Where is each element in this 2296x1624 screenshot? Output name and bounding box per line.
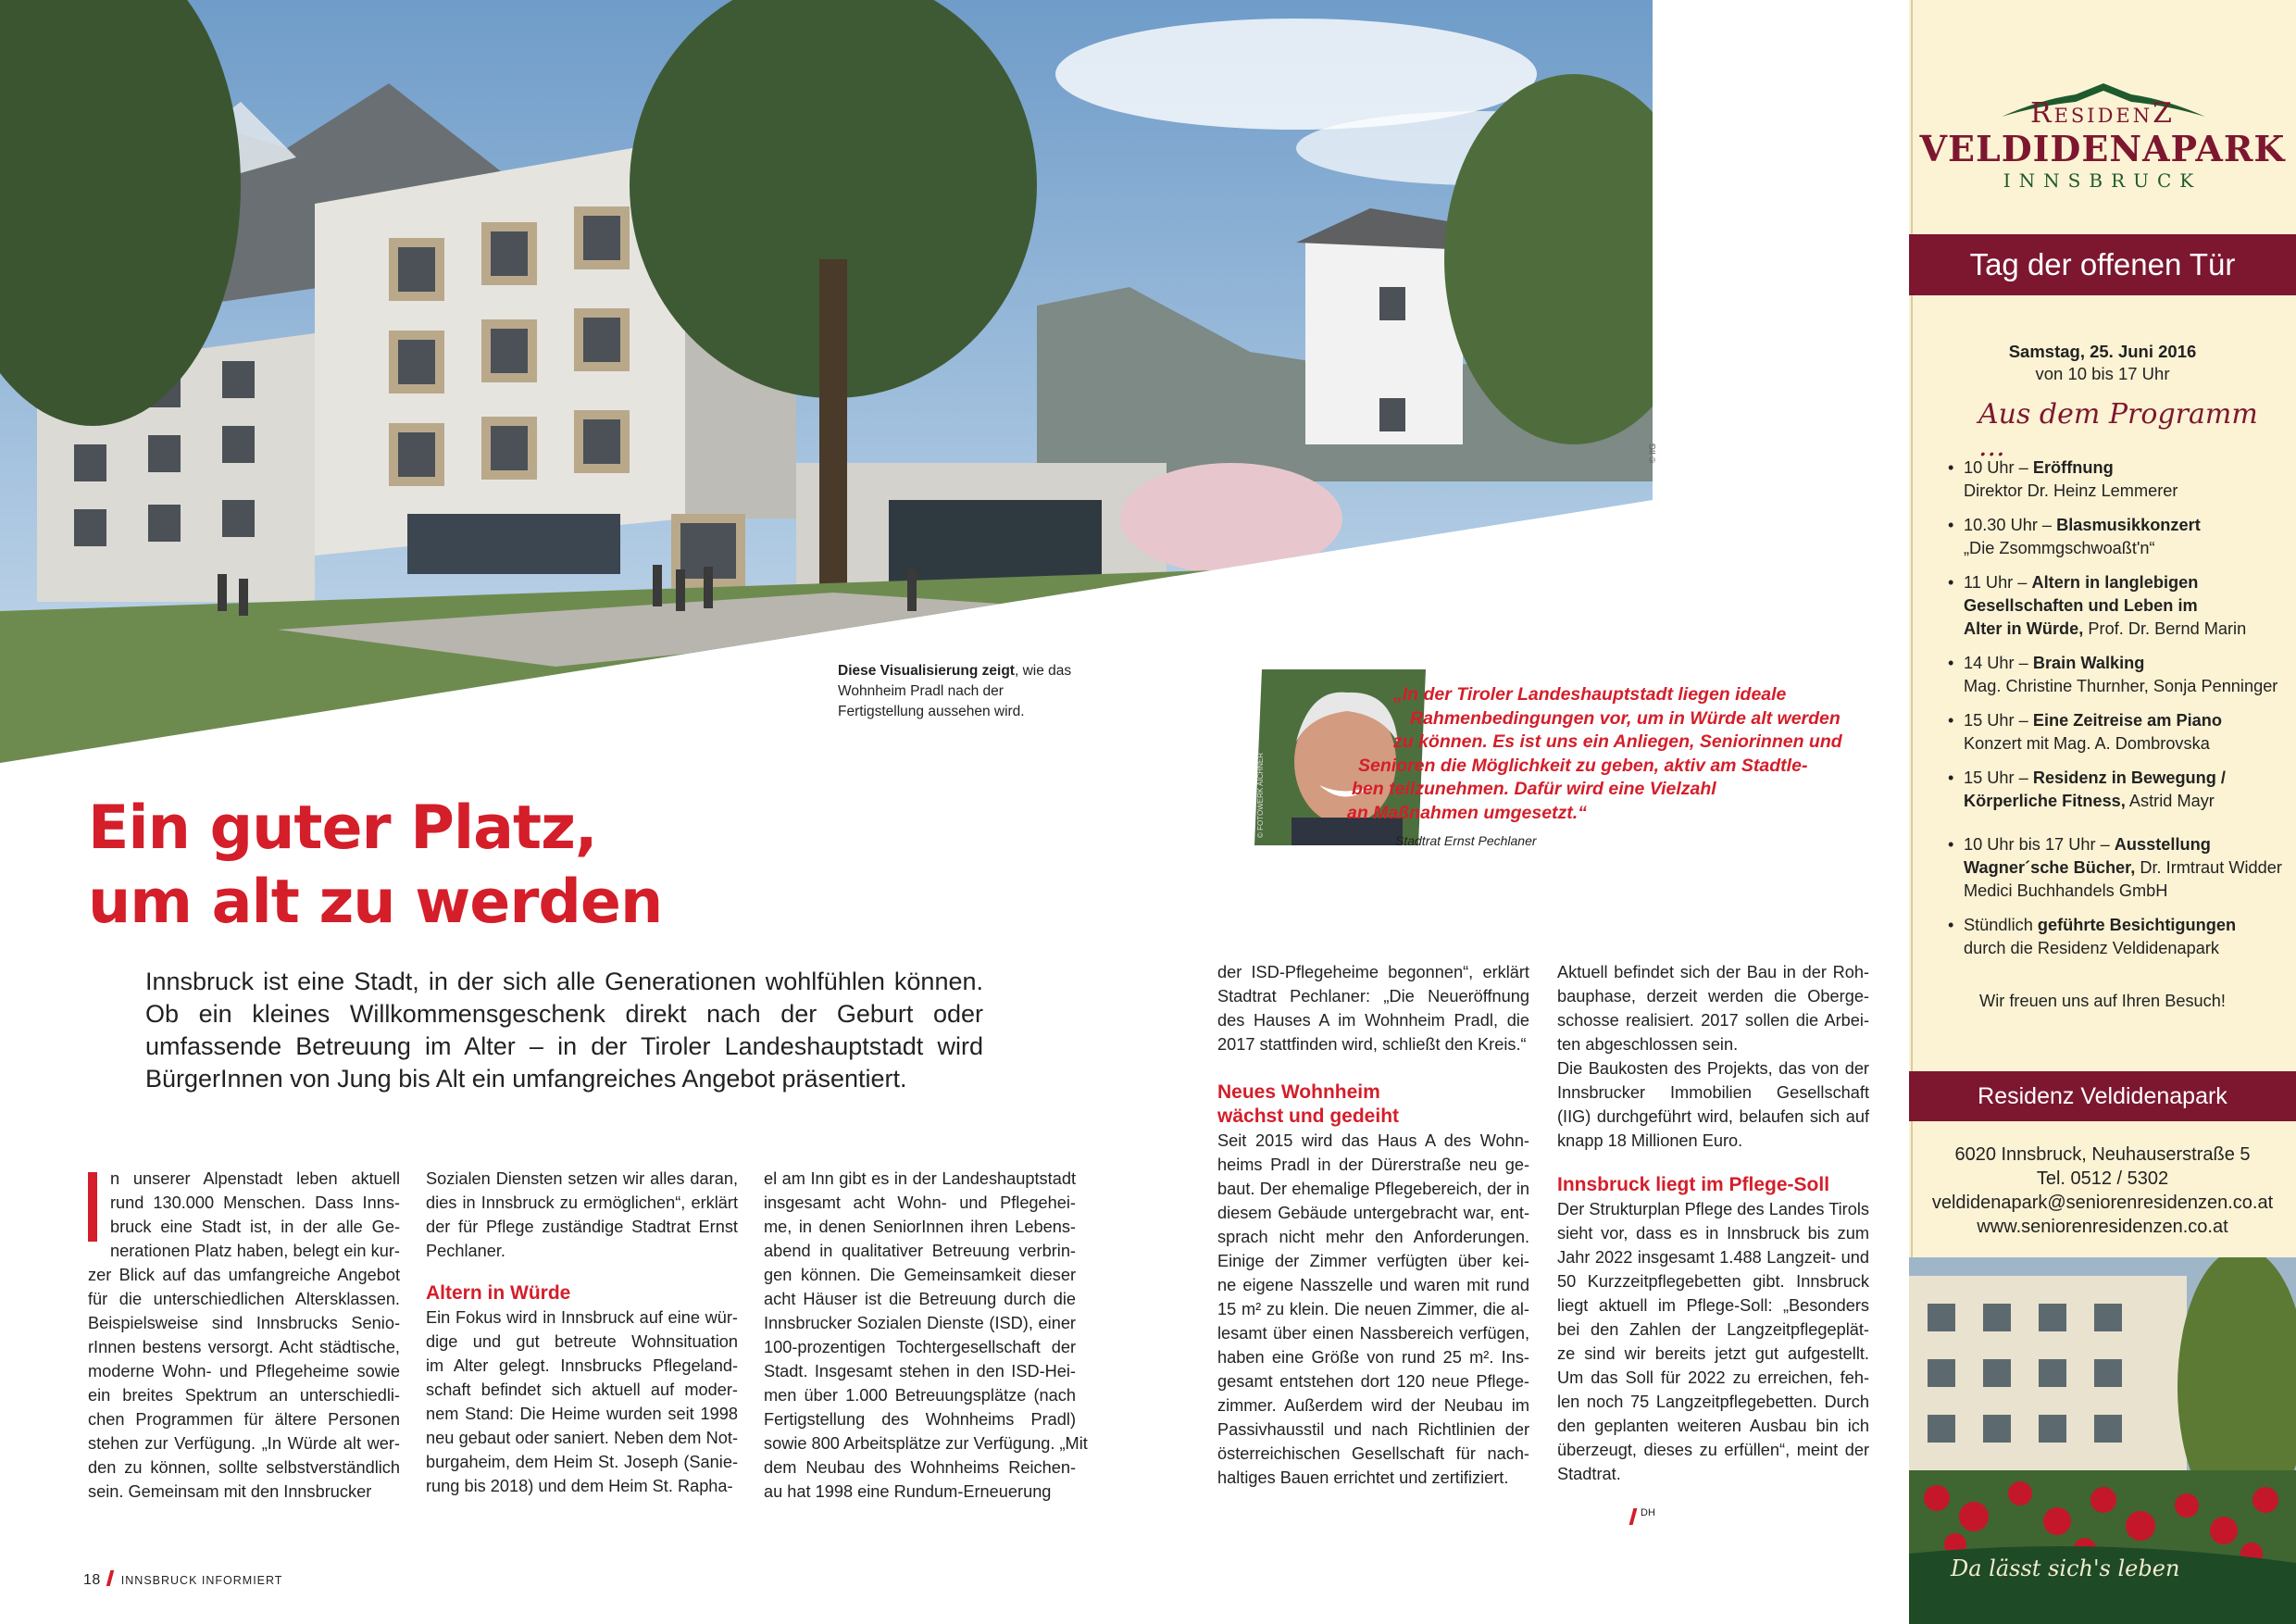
- item-line: [1964, 618, 2290, 641]
- text-line: Beispielsweise sind Innsbrucks Senio-: [88, 1314, 400, 1332]
- item-line: [1964, 456, 2290, 480]
- item-time: 15 Uhr –: [1964, 711, 2033, 730]
- contact-banner: Residenz Veldidenapark: [1909, 1071, 2296, 1121]
- lead-paragraph: Innsbruck ist eine Stadt, in der sich alle Generationen wohlfühlen können. Ob ein kleines Willkommensgeschenk direkt nach der Geburt oder umfassende Betreuung im Alter – in der Tiroler Landeshauptstadt wird BürgerInnen von Jung bis Alt ein umfangreiches Angebot präsentiert.: [145, 968, 983, 1093]
- item-line: [1964, 833, 2290, 856]
- article-column-5: [1557, 960, 1869, 1518]
- text-line: Passivhausstil und nach Richtlinien der: [1217, 1420, 1529, 1439]
- text-line: stehen zur Verfügung. „In Würde alt wer-: [88, 1434, 400, 1453]
- item-title: Brain Walking: [2032, 654, 2145, 672]
- subheading-pflege-soll: Innsbruck liegt im Pflege-Soll: [1557, 1174, 1830, 1195]
- text-line: schaft befindet sich aktuell auf moder-: [426, 1380, 738, 1399]
- text-line: knapp 18 Millionen Euro.: [1557, 1131, 1743, 1150]
- text-line: Sozialen Diensten setzen wir alles daran,: [426, 1169, 738, 1188]
- quote-line: an Maßnahmen umgesetzt.“: [1347, 802, 1587, 823]
- text-line: haltiges Bauen errichtet und zertifiziert.: [1217, 1468, 1509, 1487]
- text-line: zimmer. Außerdem wird der Neubau im: [1217, 1396, 1529, 1415]
- item-title: Körperliche Fitness,: [1964, 792, 2126, 810]
- program-item: [1948, 914, 2290, 960]
- program-item: [1948, 767, 2290, 813]
- item-line: [1964, 514, 2290, 537]
- text-line: ze sind wir bereits jetzt gut aufgestellt.: [1557, 1344, 1869, 1363]
- text-line: moderne Wohn- und Pflegeheime sowie: [88, 1362, 400, 1380]
- text-line: bei den Zahlen der Langzeitpflegeplät-: [1557, 1320, 1869, 1339]
- item-time: 10 Uhr –: [1964, 458, 2033, 477]
- program-item: [1948, 652, 2290, 698]
- text-line: nerationen Platz haben, belegt ein kur-: [110, 1242, 400, 1260]
- text-line: ten abgeschlossen sein.: [1557, 1035, 1739, 1054]
- text-line: sprach nicht mehr den Anforderungen.: [1217, 1228, 1529, 1246]
- drop-cap-bar: [88, 1172, 97, 1242]
- event-date: [1909, 341, 2296, 385]
- contact-details: [1909, 1143, 2296, 1239]
- text-line: für die unterschiedlichen Altersklassen.: [88, 1290, 400, 1308]
- text-line: Seit 2015 wird das Haus A des Wohn-: [1217, 1131, 1529, 1150]
- article-column-3: [764, 1167, 1088, 1504]
- page-footer: [83, 1570, 282, 1589]
- subheading-line: Neues Wohnheim: [1217, 1081, 1380, 1103]
- col1-lines: [88, 1167, 400, 1504]
- text-line: Einige der Zimmer verfügten über kei-: [1217, 1252, 1529, 1270]
- item-detail: Direktor Dr. Heinz Lemmerer: [1964, 481, 2178, 500]
- quote-line: Rahmenbedingungen vor, um in Würde alt werden: [1410, 707, 1841, 729]
- text-line: liegt aktuell im Pflege-Soll: „Besonders: [1557, 1296, 1869, 1315]
- text-line: österreichischen Gesellschaft für nach-: [1217, 1444, 1529, 1463]
- item-title: Ausstellung: [2114, 835, 2211, 854]
- end-signature: [1631, 1501, 1655, 1530]
- text-line: rund 130.000 Menschen. Dass Inns-: [110, 1193, 400, 1212]
- text-line: men über 1.000 Betreuungsplätze (nach: [764, 1386, 1076, 1405]
- portrait-credit: © FOTOWERK AICHNER: [1256, 753, 1265, 838]
- text-line: rung bis 2018) und dem Heim St. Rapha-: [426, 1477, 733, 1495]
- text-line: Pechlaner.: [426, 1242, 505, 1260]
- text-line: el am Inn gibt es in der Landeshauptstadt: [764, 1169, 1076, 1188]
- email-link[interactable]: veldidenapark@seniorenresidenzen.co.at: [1931, 1193, 2274, 1213]
- item-detail: „Die Zsommgschwoaßt'n“: [1964, 539, 2155, 557]
- text-line: gen können. Die Gemeinsamkeit dieser: [764, 1266, 1076, 1284]
- text-line: der ISD-Pflegeheime begonnen“, erklärt: [1217, 963, 1529, 981]
- text-line: sieht vor, dass es in Innsbruck bis zum: [1557, 1224, 1869, 1243]
- ad-slogan: Da lässt sich's leben: [1951, 1555, 2180, 1581]
- item-line: [1964, 790, 2290, 813]
- item-title: Alter in Würde,: [1964, 619, 2084, 638]
- item-line: [1964, 594, 2290, 618]
- col4-lines-a: [1217, 960, 1529, 1056]
- item-detail: durch die Residenz Veldidenapark: [1964, 939, 2220, 957]
- item-line: [1964, 709, 2290, 732]
- item-detail: Mag. Christine Thurnher, Sonja Penninger: [1964, 677, 2278, 695]
- subheading-altern: Altern in Würde: [426, 1282, 571, 1304]
- footer-slash: [106, 1570, 115, 1586]
- text-line: n unserer Alpenstadt leben aktuell: [110, 1169, 400, 1188]
- col3-lines: [764, 1167, 1088, 1504]
- item-line: [1964, 652, 2290, 675]
- image-caption: [838, 661, 1092, 722]
- item-detail: Astrid Mayr: [2125, 792, 2215, 810]
- caption-bold: Diese Visualisierung zeigt: [838, 663, 1015, 679]
- subheading-line: wächst und gedeiht: [1217, 1106, 1400, 1127]
- caption-text: , wie das Wohnheim Pradl nach der Fertigstellung aussehen wird.: [838, 663, 1072, 719]
- address: 6020 Innsbruck, Neuhauserstraße 5: [1954, 1144, 2251, 1165]
- text-line: der für Pflege zuständige Stadtrat Ernst: [426, 1218, 738, 1236]
- phone: Tel. 0512 / 5302: [2036, 1168, 2169, 1189]
- item-detail: Konzert mit Mag. A. Dombrovska: [1964, 734, 2210, 753]
- item-time: 10.30 Uhr –: [1964, 516, 2057, 534]
- item-time: 10 Uhr bis 17 Uhr –: [1964, 835, 2115, 854]
- quote-line: Senioren die Möglichkeit zu geben, aktiv am Stadtle-: [1358, 755, 1808, 776]
- title-line-1: Ein guter Platz,: [88, 793, 597, 863]
- text-line: zer Blick auf das umfangreiche Angebot: [88, 1266, 400, 1284]
- text-line: Aktuell befindet sich der Bau in der Roh-: [1557, 963, 1869, 981]
- text-line: dem Neubau des Wohnheims Reichen-: [764, 1458, 1076, 1477]
- article-column-1: [88, 1167, 400, 1504]
- text-line: Um das Soll für 2022 zu erreichen, feh-: [1557, 1368, 1869, 1387]
- author-initials: DH: [1641, 1507, 1655, 1518]
- text-line: lesamt über einen Nassbereich verfügen,: [1217, 1324, 1529, 1343]
- item-detail: Dr. Irmtraut Widder: [2135, 858, 2282, 877]
- event-day: Samstag, 25. Juni 2016: [2008, 342, 2197, 361]
- item-line: [1964, 767, 2290, 790]
- col2-lines-a: [426, 1167, 738, 1263]
- text-line: Stadtrat.: [1557, 1465, 1621, 1483]
- text-line: Jahr 2022 insgesamt 1.488 Langzeit- und: [1557, 1248, 1869, 1267]
- text-line: 50 Kurzzeitpflegebetten gibt. Innsbruck: [1557, 1272, 1869, 1291]
- text-line: me, in denen SeniorInnen ihren Lebens-: [764, 1218, 1076, 1236]
- page-number: 18: [83, 1572, 101, 1588]
- item-time: 11 Uhr –: [1964, 573, 2032, 592]
- quote-line: „In der Tiroler Landeshauptstadt liegen ideale: [1393, 684, 1787, 705]
- article-column-2: [426, 1167, 738, 1498]
- text-line: haben eine Größe von rund 25 m². Ins-: [1217, 1348, 1529, 1367]
- text-line: nem Stand: Die Heime wurden seit 1998: [426, 1405, 738, 1423]
- item-title: Blasmusikkonzert: [2056, 516, 2201, 534]
- quote-author: Stadtrat Ernst Pechlaner: [1395, 833, 1537, 848]
- item-line: [1964, 914, 2290, 937]
- page-title: [88, 792, 662, 940]
- logo-line-3: INNSBRUCK: [2003, 169, 2202, 192]
- item-detail: Prof. Dr. Bernd Marin: [2083, 619, 2247, 638]
- text-line: den geplanten weiteren Ausbau bin ich: [1557, 1417, 1869, 1435]
- text-line: chen Programmen für ältere Personen: [88, 1410, 400, 1429]
- text-line: abend in qualitativer Betreuung verbrin-: [764, 1242, 1076, 1260]
- text-line: bauphase, derzeit werden die Oberge-: [1557, 987, 1869, 1006]
- item-title: Eine Zeitreise am Piano: [2032, 711, 2222, 730]
- text-line: im Alter gelegt. Innsbrucks Pflegeland-: [426, 1356, 738, 1375]
- col5-lines-a: [1557, 960, 1869, 1153]
- item-time: Stündlich: [1964, 916, 2038, 934]
- text-line: rInnen bestens versorgt. Acht städtische,: [88, 1338, 400, 1356]
- text-line: 100-prozentigen Tochtergesellschaft der: [764, 1338, 1076, 1356]
- item-time: 15 Uhr –: [1964, 768, 2033, 787]
- text-line: burgaheim, dem Heim St. Joseph (Sanie-: [426, 1453, 738, 1471]
- text-line: acht Häuser ist die Betreuung durch die: [764, 1290, 1076, 1308]
- text-line: 2017 stattfinden wird, schließt den Kreis.“: [1217, 1035, 1527, 1054]
- text-line: au hat 1998 eine Rundum-Erneuerung: [764, 1482, 1052, 1501]
- end-mark: [1629, 1508, 1638, 1525]
- advertisement-panel: [1909, 0, 2296, 1624]
- text-line: gesamt entstehen dort 120 neue Pflege-: [1217, 1372, 1529, 1391]
- text-line: (IIG) durchgeführt wird, belaufen sich auf: [1557, 1107, 1869, 1126]
- open-day-banner: Tag der offenen Tür: [1909, 234, 2296, 295]
- text-line: Der Strukturplan Pflege des Landes Tirols: [1557, 1200, 1869, 1218]
- item-title: Residenz in Bewegung /: [2032, 768, 2226, 787]
- item-title: Altern in langlebigen: [2031, 573, 2199, 592]
- subheading-neues-wohnheim: [1217, 1081, 1529, 1129]
- text-line: Innsbrucker Immobilien Gesellschaft: [1557, 1083, 1869, 1102]
- text-line: dige und gut betreute Wohnsituation: [426, 1332, 738, 1351]
- text-line: bruck eine Stadt ist, in der alle Ge-: [110, 1218, 400, 1236]
- item-title: geführte Besichtigungen: [2037, 916, 2237, 934]
- item-title: Eröffnung: [2032, 458, 2114, 477]
- welcome-text: Wir freuen uns auf Ihren Besuch!: [1979, 992, 2226, 1010]
- program-item: [1948, 514, 2290, 560]
- text-line: Fertigstellung des Wohnheims Pradl): [764, 1410, 1076, 1429]
- program-item: [1948, 833, 2290, 903]
- item-line: [1964, 856, 2290, 880]
- text-line: 15 m² zu klein. Die neuen Zimmer, die al-: [1217, 1300, 1529, 1318]
- col4-lines-b: [1217, 1129, 1529, 1490]
- event-time: von 10 bis 17 Uhr: [2035, 364, 2170, 383]
- pull-quote: [1347, 683, 1847, 825]
- text-line: Ein Fokus wird in Innsbruck auf eine wür-: [426, 1308, 738, 1327]
- text-line: ne eigene Nasszelle und waren mit rund: [1217, 1276, 1529, 1294]
- program-title: Aus dem Programm ...: [1978, 398, 2258, 463]
- text-line: heims Pradl in der Dürerstraße neu ge-: [1217, 1156, 1529, 1174]
- col2-lines-b: [426, 1305, 738, 1498]
- item-title: Gesellschaften und Leben im: [1964, 596, 2198, 615]
- text-line: den zu können, sollte selbstverständlich: [88, 1458, 400, 1477]
- title-line-2: um alt zu werden: [88, 868, 663, 937]
- text-line: diesem Gebäude untergebracht war, ent-: [1217, 1204, 1529, 1222]
- program-item: [1948, 571, 2290, 641]
- logo-line-1: ResidenZ: [2030, 97, 2175, 130]
- text-line: len noch 75 Langzeitpflegebetten. Durch: [1557, 1393, 1869, 1411]
- program-item: [1948, 456, 2290, 503]
- item-title: Wagner´sche Bücher,: [1964, 858, 2136, 877]
- text-line: Stadtrat Pechlaner: „Die Neueröffnung: [1217, 987, 1529, 1006]
- text-line: des Hauses A im Wohnheim Pradl, die: [1217, 1011, 1529, 1030]
- item-time: 14 Uhr –: [1964, 654, 2033, 672]
- text-line: insgesamt acht Wohn- und Pflegehei-: [764, 1193, 1076, 1212]
- text-line: neu gebaut oder saniert. Neben dem Not-: [426, 1429, 738, 1447]
- text-line: sowie 800 Arbeitsplätze zur Verfügung. „Mit: [764, 1434, 1088, 1453]
- website-link[interactable]: www.seniorenresidenzen.co.at: [1977, 1217, 2228, 1237]
- photo-credit: © IIG: [1648, 443, 1657, 463]
- publication-name: INNSBRUCK INFORMIERT: [120, 1574, 283, 1587]
- item-line: [1964, 571, 2290, 594]
- logo-line-2: VELDIDENAPARK: [1919, 128, 2286, 169]
- text-line: Innsbrucker Sozialen Dienste (ISD), einer: [764, 1314, 1076, 1332]
- text-line: schosse realisiert. 2017 sollen die Arbei-: [1557, 1011, 1869, 1030]
- hero-visualization-image: [0, 0, 1653, 763]
- item-detail: Medici Buchhandels GmbH: [1964, 881, 2168, 900]
- text-line: ein breites Spektrum an unterschiedli-: [88, 1386, 400, 1405]
- quote-line: zu können. Es ist uns ein Anliegen, Seniorinnen und: [1393, 731, 1842, 752]
- text-line: sein. Gemeinsam mit den Innsbrucker: [88, 1482, 372, 1501]
- text-line: baut. Der ehemalige Pflegebereich, der in: [1217, 1180, 1529, 1198]
- quote-line: ben teilzunehmen. Dafür wird eine Vielzahl: [1352, 779, 1716, 799]
- col5-lines-b: [1557, 1197, 1869, 1486]
- program-item: [1948, 709, 2290, 756]
- residenz-logo: [1909, 74, 2296, 193]
- article-column-4: [1217, 960, 1529, 1490]
- text-line: Stadt. Insgesamt stehen in den ISD-Hei-: [764, 1362, 1076, 1380]
- text-line: überzeugt, dieses zu erfüllen“, meint der: [1557, 1441, 1869, 1459]
- text-line: Die Baukosten des Projekts, das von der: [1557, 1059, 1869, 1078]
- program-list: [1948, 456, 2290, 971]
- text-line: dies in Innsbruck zu ermöglichen“, erklärt: [426, 1193, 738, 1212]
